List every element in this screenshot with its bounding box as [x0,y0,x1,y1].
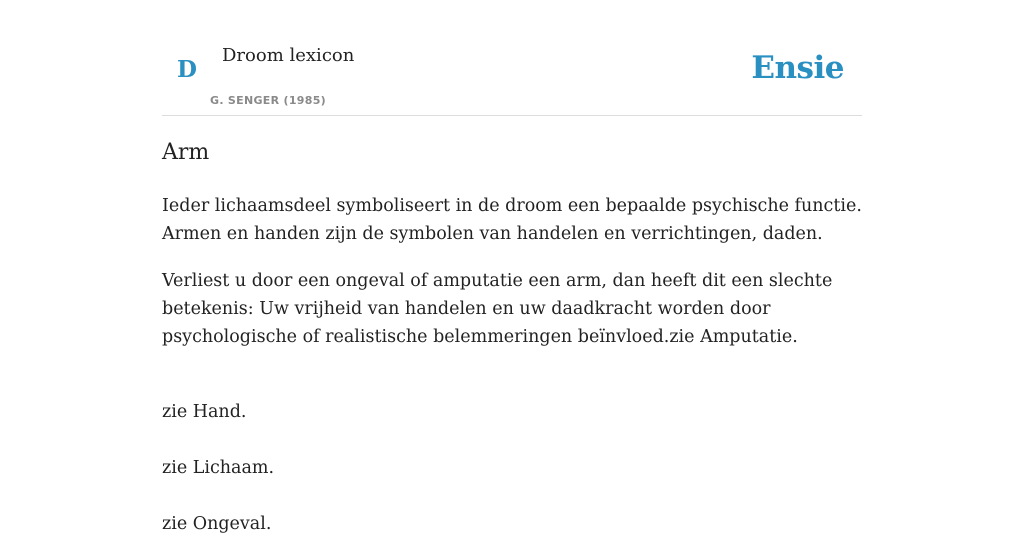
see-also-text: zie Hand. [162,402,247,422]
page-container [162,0,862,534]
book-title-link[interactable]: Droom lexicon [222,45,355,66]
see-also-item [162,370,862,426]
author-label: G. SENGER (1985) [210,94,326,107]
header [162,0,862,116]
see-also-item [162,426,862,482]
letter-index-link[interactable]: D [177,56,197,83]
entry-content [162,192,862,538]
brand-logo-link[interactable]: Ensie [751,50,844,86]
entry-title: Arm [162,140,210,165]
entry-paragraph: Verliest u door een ongeval of amputatie een arm, dan heeft dit een slechte betekenis: Uw vrijheid van handelen en uw daadkracht worden door psychologische of realistische belemmeringen beïnvloed.zie Amputatie. [162,271,833,347]
see-also-item [162,482,862,538]
see-also-text: zie Ongeval. [162,514,272,534]
entry-paragraph: Ieder lichaamsdeel symboliseert in de droom een bepaalde psychische functie. Armen en handen zijn de symbolen van handelen en verrichtingen, daden. [162,196,862,244]
see-also-text: zie Lichaam. [162,458,275,478]
